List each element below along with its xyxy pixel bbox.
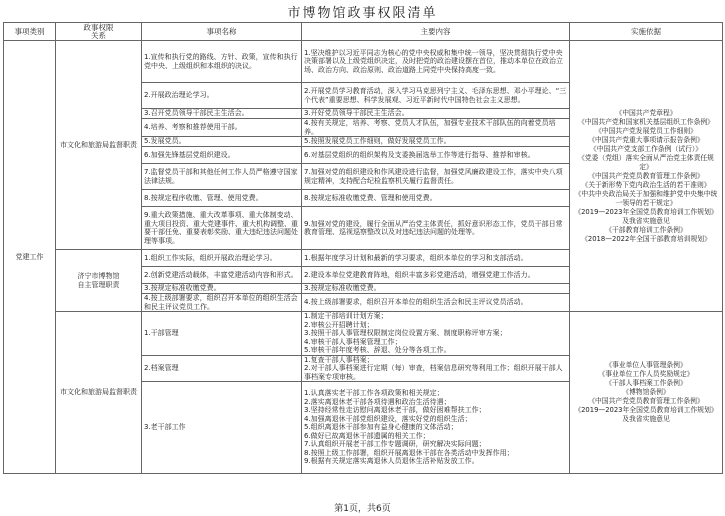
item-cell: 3.召开党员领导干部民主生活会。 xyxy=(142,109,302,119)
content-cell: 3.开好党员领导干部民主生活会。 xyxy=(302,109,570,119)
content-cell: 1.制定干部培训计划方案； 2.审核公开招聘计划； 3.按照干部人事管理权限制定岗位设置方案、制度职称评审方案； 4.审核干部人事档案管理工作； 5.审核干部年度考核、辞退、处分等各项工作。 xyxy=(302,312,570,356)
header-item: 事项名称 xyxy=(142,23,302,41)
content-cell: 5.按照发展党员工作细则，做好发展党员工作。 xyxy=(302,137,570,147)
item-cell: 1.干部管理 xyxy=(142,312,302,356)
content-cell: 9.加强对党的建设，履行全面从严治党主体责任，抓好意识形态工作，党员干部日常教育管理、巡视巡察整改以及对违纪违法问题的处理等。 xyxy=(302,207,570,250)
content-cell: 1.根据年度学习计划和最新的学习要求，组织本单位的学习和支部活动。 xyxy=(302,250,570,267)
item-cell: 2.档案管理 xyxy=(142,355,302,382)
content-cell: 2.建设本单位党建教育阵地，组织丰富多彩党建活动，增强党建工作活力。 xyxy=(302,267,570,284)
item-cell: 2.创新党建活动载体，丰富党建活动内容和形式。 xyxy=(142,267,302,284)
content-cell: 1.复查干部人事档案； 2.对干部人事档案进行定期（每）审查，档案信息研究等利用工作；组织开展干部人事档案专项审核。 xyxy=(302,355,570,382)
header-basis: 实施依据 xyxy=(570,23,723,41)
permission-table xyxy=(3,22,723,474)
table-row xyxy=(4,312,723,356)
page-title: 市博物馆政事权限清单 xyxy=(287,6,438,21)
item-cell: 9.重大政策措施、重大改革事项、重大体制变动、重大项目投资、重大党建事件、重大机构调整、重要干部任免、重要表彰奖励、重大违纪违法问题处理等事项。 xyxy=(142,207,302,250)
content-cell: 8.按规定标准收缴党费、管理和使用党费。 xyxy=(302,190,570,207)
relation-cell: 市文化和旅游局监督职责 xyxy=(56,312,142,474)
header-content: 主要内容 xyxy=(302,23,570,41)
content-cell: 4.按有关规定，培养、考察、党员人才队伍，加强专业技术干部队伍的向着党员培养。 xyxy=(302,119,570,137)
relation-cell: 市文化和旅游局监督职责 xyxy=(56,41,142,250)
item-cell: 4.按上级部署要求，组织召开本单位的组织生活会和民主评议党员工作。 xyxy=(142,294,302,312)
basis-cell: 《事业单位人事管理条例》 《事业单位工作人员奖励规定》 《干部人事档案工作条例》 《博物馆条例》 《中国共产党党员教育管理工作条例》 《2019—2023年全国党员教育培训工作规划》及我省实施意见 xyxy=(570,312,723,474)
header-row xyxy=(4,23,723,41)
content-cell: 1.认真落实老干部工作各项政策和相关规定； 2.落实离退休老干部各项待遇和政治生活待遇； 3.坚持经常性走访慰问离退休老干部，做好困难帮扶工作； 4.加强离退休干部党组织建设，落实好党的组织生活； 5.组织离退休干部参加有益身心健康的文体活动； 6.做好已故离退休干部遗属的相关工作； 7.认真组织开展老干部工作专题调研，研究解决实际问题； 8.按照上级工作部署，组织开展离退休干部在各类活动中发挥作用； 9.根据有关规定落实离退休人员退休生活补贴发放工作。 xyxy=(302,382,570,474)
header-relation: 政事权限 关系 xyxy=(56,23,142,41)
page-footer: 第1页，共6页 xyxy=(334,504,391,514)
content-cell: 2.开展党员学习教育活动，深入学习马克思列宁主义、毛泽东思想、邓小平理论、“三个代表”重要思想、科学发展观、习近平新时代中国特色社会主义思想。 xyxy=(302,83,570,109)
content-cell: 1.坚决维护以习近平同志为核心的党中央权威和集中统一领导，坚决贯彻执行党中央决策部署以及上级党组织决定，及时把党的政治建设摆在首位，推动本单位在政治立场、政治方向、政治原则、政治道路上同党中央保持高度一致。 xyxy=(302,41,570,83)
item-cell: 1.宣传和执行党的路线、方针、政策，宣传和执行党中央、上级组织和本组织的决议。 xyxy=(142,41,302,83)
item-cell: 5.发展党员。 xyxy=(142,137,302,147)
item-cell: 1.组织工作实际，组织开展政治理论学习。 xyxy=(142,250,302,267)
item-cell: 6.加强先锋基层党组织建设。 xyxy=(142,147,302,164)
header-category: 事项类别 xyxy=(4,23,56,41)
item-cell: 7.监督党员干部和其他任何工作人员严格遵守国家法律法规。 xyxy=(142,164,302,190)
content-cell: 4.按上级部署要求，组织召开本单位的组织生活会和民主评议党员活动。 xyxy=(302,294,570,312)
item-cell: 3.老干部工作 xyxy=(142,382,302,474)
item-cell: 8.按规定程序收缴、管理、使用党费。 xyxy=(142,190,302,207)
content-cell: 7.加强对党的组织建设和作风建设进行监督，加强党风廉政建设工作，落实中央八项规定精神，支持配合纪检监察机关履行监督责任。 xyxy=(302,164,570,190)
category-cell: 党建工作 xyxy=(4,41,56,474)
content-cell: 6.对基层党组织的组织架构及支委换届选举工作等进行指导、推荐和审核。 xyxy=(302,147,570,164)
table-row xyxy=(4,41,723,83)
item-cell: 3.按规定标准收缴党费。 xyxy=(142,284,302,294)
basis-cell: 《中国共产党章程》 《中国共产党和国家机关基层组织工作条例》 《中国共产党发展党员工作细则》 《中国共产党重大事项请示报告条例》 《中国共产党支部工作条例（试行）》 《党委（党组）落实全面从严治党主体责任规定》 《中国共产党党员教育管理工作条例》 《关于新形势下党内政治生活的若干准则》 《中共中央政治局关于加强和维护党中央集中统一领导的若干规定》 《2019—2023年全国党员教育培训工作规划》及我省实施意见 《干部教育培训工作条例》 《2018—2022年全国干部教育培训规划》 xyxy=(570,41,723,312)
relation-cell: 济宁市博物馆 自主管理职责 xyxy=(56,250,142,312)
item-cell: 4.培养、考察和推荐使用干部。 xyxy=(142,119,302,137)
item-cell: 2.开展政治理论学习。 xyxy=(142,83,302,109)
content-cell: 3.按规定标准收缴党费。 xyxy=(302,284,570,294)
